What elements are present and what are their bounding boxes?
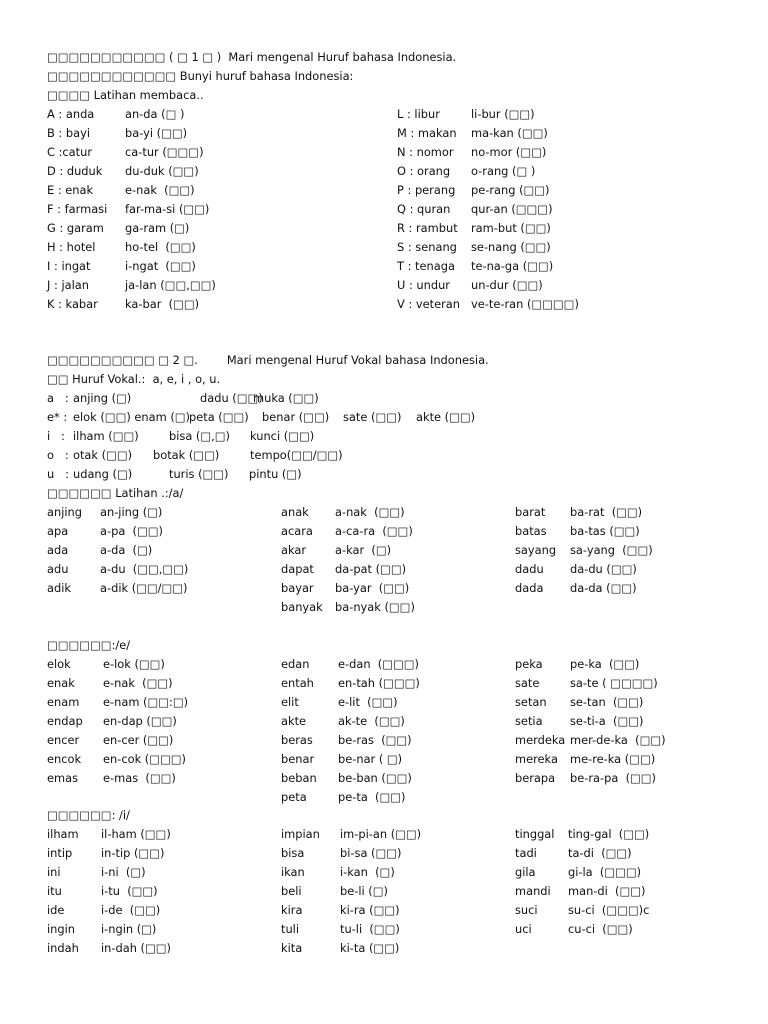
alphabet-syllables: an-da (□ ) (125, 107, 185, 121)
latihan-e-word: enak (47, 676, 75, 690)
latihan-e-heading: □□□□□□:/e/ (47, 638, 131, 652)
latihan-e-word: beras (281, 733, 313, 747)
alphabet-word: E : enak (47, 183, 94, 197)
latihan-i-word: ikan (281, 865, 305, 879)
latihan-e-syllables: en-cer (□□) (103, 733, 174, 747)
latihan-e-word: peka (515, 657, 543, 671)
latihan-e-word: emas (47, 771, 79, 785)
alphabet-syllables: far-ma-si (□□) (125, 202, 210, 216)
latihan-a-syllables: a-kar (□) (335, 543, 392, 557)
latihan-a-syllables: ba-rat (□□) (570, 505, 643, 519)
alphabet-syllables: ba-yi (□□) (125, 126, 188, 140)
alphabet-syllables: no-mor (□□) (471, 145, 547, 159)
vowel-example: ilham (□□) (73, 429, 139, 443)
latihan-e-syllables: sa-te ( □□□□) (570, 676, 658, 690)
alphabet-syllables: ram-but (□□) (471, 221, 551, 235)
latihan-e-syllables: be-ras (□□) (338, 733, 412, 747)
alphabet-word: G : garam (47, 221, 104, 235)
alphabet-word: Q : quran (397, 202, 451, 216)
latihan-a-syllables: an-jing (□) (100, 505, 163, 519)
latihan-a-word: banyak (281, 600, 323, 614)
vowel-example: elok (□□) enam (□) (73, 410, 190, 424)
alphabet-syllables: ja-lan (□□,□□) (125, 278, 216, 292)
latihan-i-word: intip (47, 846, 73, 860)
latihan-a-word: ada (47, 543, 69, 557)
latihan-e-word: setan (515, 695, 547, 709)
latihan-i-word: ide (47, 903, 65, 917)
latihan-i-word: itu (47, 884, 62, 898)
alphabet-word: I : ingat (47, 259, 91, 273)
latihan-i-word: gila (515, 865, 536, 879)
latihan-e-word: mereka (515, 752, 558, 766)
latihan-a-word: batas (515, 524, 547, 538)
latihan-i-word: beli (281, 884, 302, 898)
alphabet-syllables: ve-te-ran (□□□□) (471, 297, 579, 311)
latihan-e-word: merdeka (515, 733, 566, 747)
latihan-i-word: suci (515, 903, 538, 917)
alphabet-word: A : anda (47, 107, 95, 121)
latihan-e-syllables: ak-te (□□) (338, 714, 405, 728)
latihan-e-syllables: en-tah (□□□) (338, 676, 420, 690)
latihan-e-syllables: e-dan (□□□) (338, 657, 419, 671)
latihan-a-word: apa (47, 524, 69, 538)
vowel-example: sate (□□) (343, 410, 402, 424)
latihan-a-syllables: a-da (□) (100, 543, 153, 557)
latihan-e-word: endap (47, 714, 83, 728)
latihan-a-syllables: a-dik (□□/□□) (100, 581, 188, 595)
latihan-i-word: impian (281, 827, 320, 841)
latihan-a-word: adu (47, 562, 69, 576)
latihan-e-syllables: be-ra-pa (□□) (570, 771, 656, 785)
section-1-intro: □□□□ Latihan membaca.. (47, 88, 204, 102)
alphabet-word: D : duduk (47, 164, 103, 178)
latihan-a-word: adik (47, 581, 71, 595)
latihan-e-syllables: en-cok (□□□) (103, 752, 186, 766)
latihan-a-word: dadu (515, 562, 544, 576)
latihan-e-syllables: e-mas (□□) (103, 771, 176, 785)
vowel-example: turis (□□) (169, 467, 229, 481)
latihan-e-word: elok (47, 657, 71, 671)
latihan-e-syllables: e-lit (□□) (338, 695, 398, 709)
latihan-i-word: tadi (515, 846, 537, 860)
alphabet-syllables: se-nang (□□) (471, 240, 551, 254)
latihan-i-syllables: ting-gal (□□) (568, 827, 650, 841)
latihan-i-word: ilham (47, 827, 79, 841)
latihan-i-syllables: im-pi-an (□□) (340, 827, 422, 841)
latihan-i-word: uci (515, 922, 532, 936)
latihan-e-word: benar (281, 752, 315, 766)
alphabet-syllables: ca-tur (□□□) (125, 145, 204, 159)
latihan-a-syllables: ba-nyak (□□) (335, 600, 415, 614)
alphabet-word: P : perang (397, 183, 456, 197)
alphabet-syllables: ho-tel (□□) (125, 240, 196, 254)
latihan-i-syllables: i-tu (□□) (101, 884, 158, 898)
latihan-e-syllables: be-nar ( □) (338, 752, 403, 766)
alphabet-word: N : nomor (397, 145, 454, 159)
latihan-i-word: ini (47, 865, 61, 879)
vowel-example: dadu (□□) (200, 391, 263, 405)
latihan-e-word: berapa (515, 771, 556, 785)
alphabet-word: R : rambut (397, 221, 458, 235)
alphabet-word: C :catur (47, 145, 93, 159)
latihan-i-heading: □□□□□□: /i/ (47, 808, 130, 822)
latihan-a-word: anjing (47, 505, 82, 519)
latihan-a-syllables: a-pa (□□) (100, 524, 163, 538)
latihan-a-heading: □□□□□□ Latihan .:/a/ (47, 486, 184, 500)
alphabet-word: F : farmasi (47, 202, 108, 216)
latihan-e-syllables: e-nak (□□) (103, 676, 173, 690)
latihan-i-syllables: ki-ra (□□) (340, 903, 400, 917)
latihan-e-syllables: en-dap (□□) (103, 714, 177, 728)
vowel-example: botak (□□) (153, 448, 220, 462)
alphabet-word: B : bayi (47, 126, 91, 140)
latihan-e-word: enam (47, 695, 80, 709)
latihan-i-syllables: su-ci (□□□)c (568, 903, 650, 917)
latihan-a-word: sayang (515, 543, 557, 557)
alphabet-syllables: ga-ram (□) (125, 221, 190, 235)
latihan-i-word: kira (281, 903, 303, 917)
alphabet-word: J : jalan (47, 278, 89, 292)
alphabet-syllables: pe-rang (□□) (471, 183, 550, 197)
latihan-i-word: indah (47, 941, 79, 955)
vowel-letter: e* : (47, 410, 68, 424)
alphabet-word: T : tenaga (397, 259, 455, 273)
latihan-i-syllables: ta-di (□□) (568, 846, 632, 860)
alphabet-syllables: un-dur (□□) (471, 278, 543, 292)
latihan-a-word: acara (281, 524, 313, 538)
alphabet-syllables: e-nak (□□) (125, 183, 195, 197)
latihan-a-syllables: da-du (□□) (570, 562, 637, 576)
latihan-e-word: entah (281, 676, 314, 690)
alphabet-syllables: o-rang (□ ) (471, 164, 536, 178)
alphabet-word: L : libur (397, 107, 440, 121)
latihan-i-syllables: man-di (□□) (568, 884, 646, 898)
latihan-i-syllables: in-tip (□□) (101, 846, 165, 860)
alphabet-syllables: li-bur (□□) (471, 107, 535, 121)
alphabet-word: U : undur (397, 278, 450, 292)
alphabet-syllables: i-ngat (□□) (125, 259, 196, 273)
latihan-e-syllables: e-lok (□□) (103, 657, 165, 671)
latihan-e-syllables: e-nam (□□:□) (103, 695, 189, 709)
alphabet-word: K : kabar (47, 297, 98, 311)
vowel-letter: o : (47, 448, 69, 462)
latihan-e-syllables: pe-ka (□□) (570, 657, 640, 671)
vowel-example: bisa (□,□) (169, 429, 230, 443)
latihan-a-syllables: a-ca-ra (□□) (335, 524, 413, 538)
alphabet-syllables: qur-an (□□□) (471, 202, 553, 216)
latihan-a-word: anak (281, 505, 309, 519)
latihan-e-word: elit (281, 695, 299, 709)
latihan-e-word: edan (281, 657, 310, 671)
alphabet-word: V : veteran (397, 297, 460, 311)
latihan-e-word: encer (47, 733, 80, 747)
latihan-i-word: tuli (281, 922, 300, 936)
vowel-letter: i : (47, 429, 65, 443)
latihan-i-syllables: cu-ci (□□) (568, 922, 633, 936)
latihan-e-word: sate (515, 676, 540, 690)
latihan-i-syllables: be-li (□) (340, 884, 388, 898)
latihan-a-syllables: sa-yang (□□) (570, 543, 653, 557)
latihan-i-syllables: i-ni (□) (101, 865, 146, 879)
latihan-e-syllables: me-re-ka (□□) (570, 752, 656, 766)
latihan-a-word: bayar (281, 581, 314, 595)
latihan-e-word: beban (281, 771, 317, 785)
latihan-i-syllables: tu-li (□□) (340, 922, 400, 936)
alphabet-syllables: du-duk (□□) (125, 164, 199, 178)
latihan-e-syllables: be-ban (□□) (338, 771, 412, 785)
latihan-a-syllables: da-pat (□□) (335, 562, 407, 576)
latihan-i-word: mandi (515, 884, 551, 898)
latihan-i-syllables: i-de (□□) (101, 903, 161, 917)
vowel-example: pintu (□) (249, 467, 302, 481)
alphabet-syllables: te-na-ga (□□) (471, 259, 554, 273)
alphabet-word: O : orang (397, 164, 451, 178)
latihan-a-syllables: a-du (□□,□□) (100, 562, 189, 576)
latihan-i-syllables: ki-ta (□□) (340, 941, 400, 955)
latihan-i-word: ingin (47, 922, 75, 936)
latihan-i-syllables: bi-sa (□□) (340, 846, 402, 860)
vowel-example: benar (□□) (262, 410, 330, 424)
latihan-a-syllables: da-da (□□) (570, 581, 637, 595)
latihan-i-syllables: in-dah (□□) (101, 941, 171, 955)
vowel-example: peta (□□) (189, 410, 249, 424)
section-1-title: □□□□□□□□□□□ ( □ 1 □ ) Mari mengenal Huruf bahasa Indonesia. (47, 50, 457, 64)
latihan-i-syllables: i-kan (□) (340, 865, 395, 879)
vowel-letter: u : (47, 467, 69, 481)
latihan-a-word: akar (281, 543, 307, 557)
vokal-label: □□ Huruf Vokal.: a, e, i , o, u. (47, 372, 221, 386)
latihan-a-word: barat (515, 505, 546, 519)
vowel-example: muka (□□) (253, 391, 319, 405)
latihan-a-syllables: ba-yar (□□) (335, 581, 410, 595)
vowel-example: otak (□□) (73, 448, 133, 462)
latihan-i-syllables: il-ham (□□) (101, 827, 171, 841)
latihan-e-syllables: mer-de-ka (□□) (570, 733, 666, 747)
latihan-e-word: setia (515, 714, 543, 728)
vowel-example: kunci (□□) (250, 429, 315, 443)
vowel-example: tempo(□□/□□) (250, 448, 343, 462)
alphabet-syllables: ka-bar (□□) (125, 297, 200, 311)
vowel-example: udang (□) (73, 467, 133, 481)
latihan-e-syllables: se-tan (□□) (570, 695, 644, 709)
latihan-e-syllables: se-ti-a (□□) (570, 714, 644, 728)
vowel-example: anjing (□) (73, 391, 132, 405)
latihan-e-word: peta (281, 790, 307, 804)
alphabet-syllables: ma-kan (□□) (471, 126, 548, 140)
latihan-e-syllables: pe-ta (□□) (338, 790, 406, 804)
vowel-letter: a : (47, 391, 69, 405)
alphabet-word: H : hotel (47, 240, 96, 254)
latihan-a-syllables: a-nak (□□) (335, 505, 405, 519)
latihan-e-word: encok (47, 752, 82, 766)
latihan-i-syllables: gi-la (□□□) (568, 865, 642, 879)
latihan-a-syllables: ba-tas (□□) (570, 524, 640, 538)
latihan-i-word: tinggal (515, 827, 555, 841)
latihan-i-word: bisa (281, 846, 305, 860)
latihan-i-syllables: i-ngin (□) (101, 922, 157, 936)
latihan-e-word: akte (281, 714, 307, 728)
section-1-subtitle: □□□□□□□□□□□□ Bunyi huruf bahasa Indonesia: (47, 69, 354, 83)
alphabet-word: S : senang (397, 240, 457, 254)
vowel-example: akte (□□) (416, 410, 476, 424)
section-2-title: □□□□□□□□□□ □ 2 □. Mari mengenal Huruf Vokal bahasa Indonesia. (47, 353, 489, 367)
latihan-a-word: dapat (281, 562, 314, 576)
alphabet-word: M : makan (397, 126, 457, 140)
latihan-i-word: kita (281, 941, 303, 955)
latihan-a-word: dada (515, 581, 544, 595)
